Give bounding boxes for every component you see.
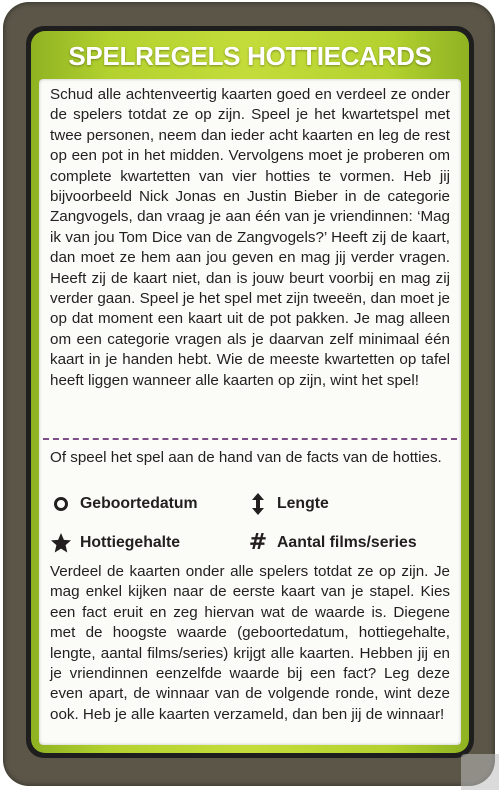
legend-row-1 (50, 491, 453, 517)
rules-paragraph: Schud alle achtenveertig kaarten goed en verdeel ze onder de spelers totdat ze op zijn. Speel je het kwartetspel met twee personen, neem dan ieder acht kaarten en leg de rest op een pot in het midden. Vervolgens moet je proberen om complete kwartetten van vier hotties te vormen. Heb jij bijvoorbeeld Nick Jonas en Justin Bieber in de categorie Zangvogels, dan vraag je aan één van je vriendinnen: ‘Mag ik van jou Tom Dice van de Zangvogels?’ Heeft zij de kaart, dan moet ze hem aan jou geven en mag jij verder vragen. Heeft zij de kaart niet, dan is jouw beurt voorbij en mag zij verder gaan. Speel je het spel met zijn tweeën, dan moet je op dat moment een kaart uit de pot pakken. Je mag alleen om een categorie vragen als je daarvan zelf minimaal één kaart in je handen hebt. Wie de meeste kwartetten op tafel heeft liggen wanneer alle kaarten op zijn, wint het spel! (50, 86, 450, 389)
card-title: SPELREGELS HOTTIECARDS (68, 41, 432, 71)
legend-length-label: Lengte (277, 495, 329, 512)
legend-films-label: Aantal films/series (277, 534, 417, 551)
legend-hotness-label: Hottiegehalte (80, 534, 181, 551)
legend-films (247, 531, 417, 555)
facts-rules-paragraph: Verdeel de kaarten onder alle spelers totdat ze op zijn. Je mag enkel kijken naar de eerste kaart van je stapel. Kies een fact eruit en zeg hiervan wat de waarde is. Diegene met de hoogste waarde (geboortedatum, hottiegehalte, lengte, aantal films/series) krijgt alle kaarten. Hebben jij en je vriendinnen eenzelfde waarde bij een fact? Leg deze even apart, de winnaar van de volgende ronde, wint deze ook. Heb je alle kaarten verzameld, dan ben jij de winnaar! (50, 563, 450, 723)
legend-birthdate-label: Geboortedatum (80, 495, 198, 512)
circle-icon (50, 492, 72, 516)
legend-birthdate (50, 492, 247, 516)
card-frame (26, 26, 474, 758)
legend-hotness (50, 531, 247, 555)
legend-row-2 (50, 530, 453, 556)
facts-intro-text: Of speel het spel aan de hand van de facts van de hotties. (50, 449, 442, 466)
star-icon (50, 531, 72, 555)
dashed-divider (43, 438, 457, 440)
watermark-stamp (461, 754, 499, 790)
legend-length (247, 492, 329, 516)
game-card (3, 2, 495, 786)
rules-panel (39, 79, 461, 745)
title-band (31, 31, 469, 753)
hash-icon: # (248, 530, 268, 555)
up-down-arrow-icon (247, 492, 269, 516)
